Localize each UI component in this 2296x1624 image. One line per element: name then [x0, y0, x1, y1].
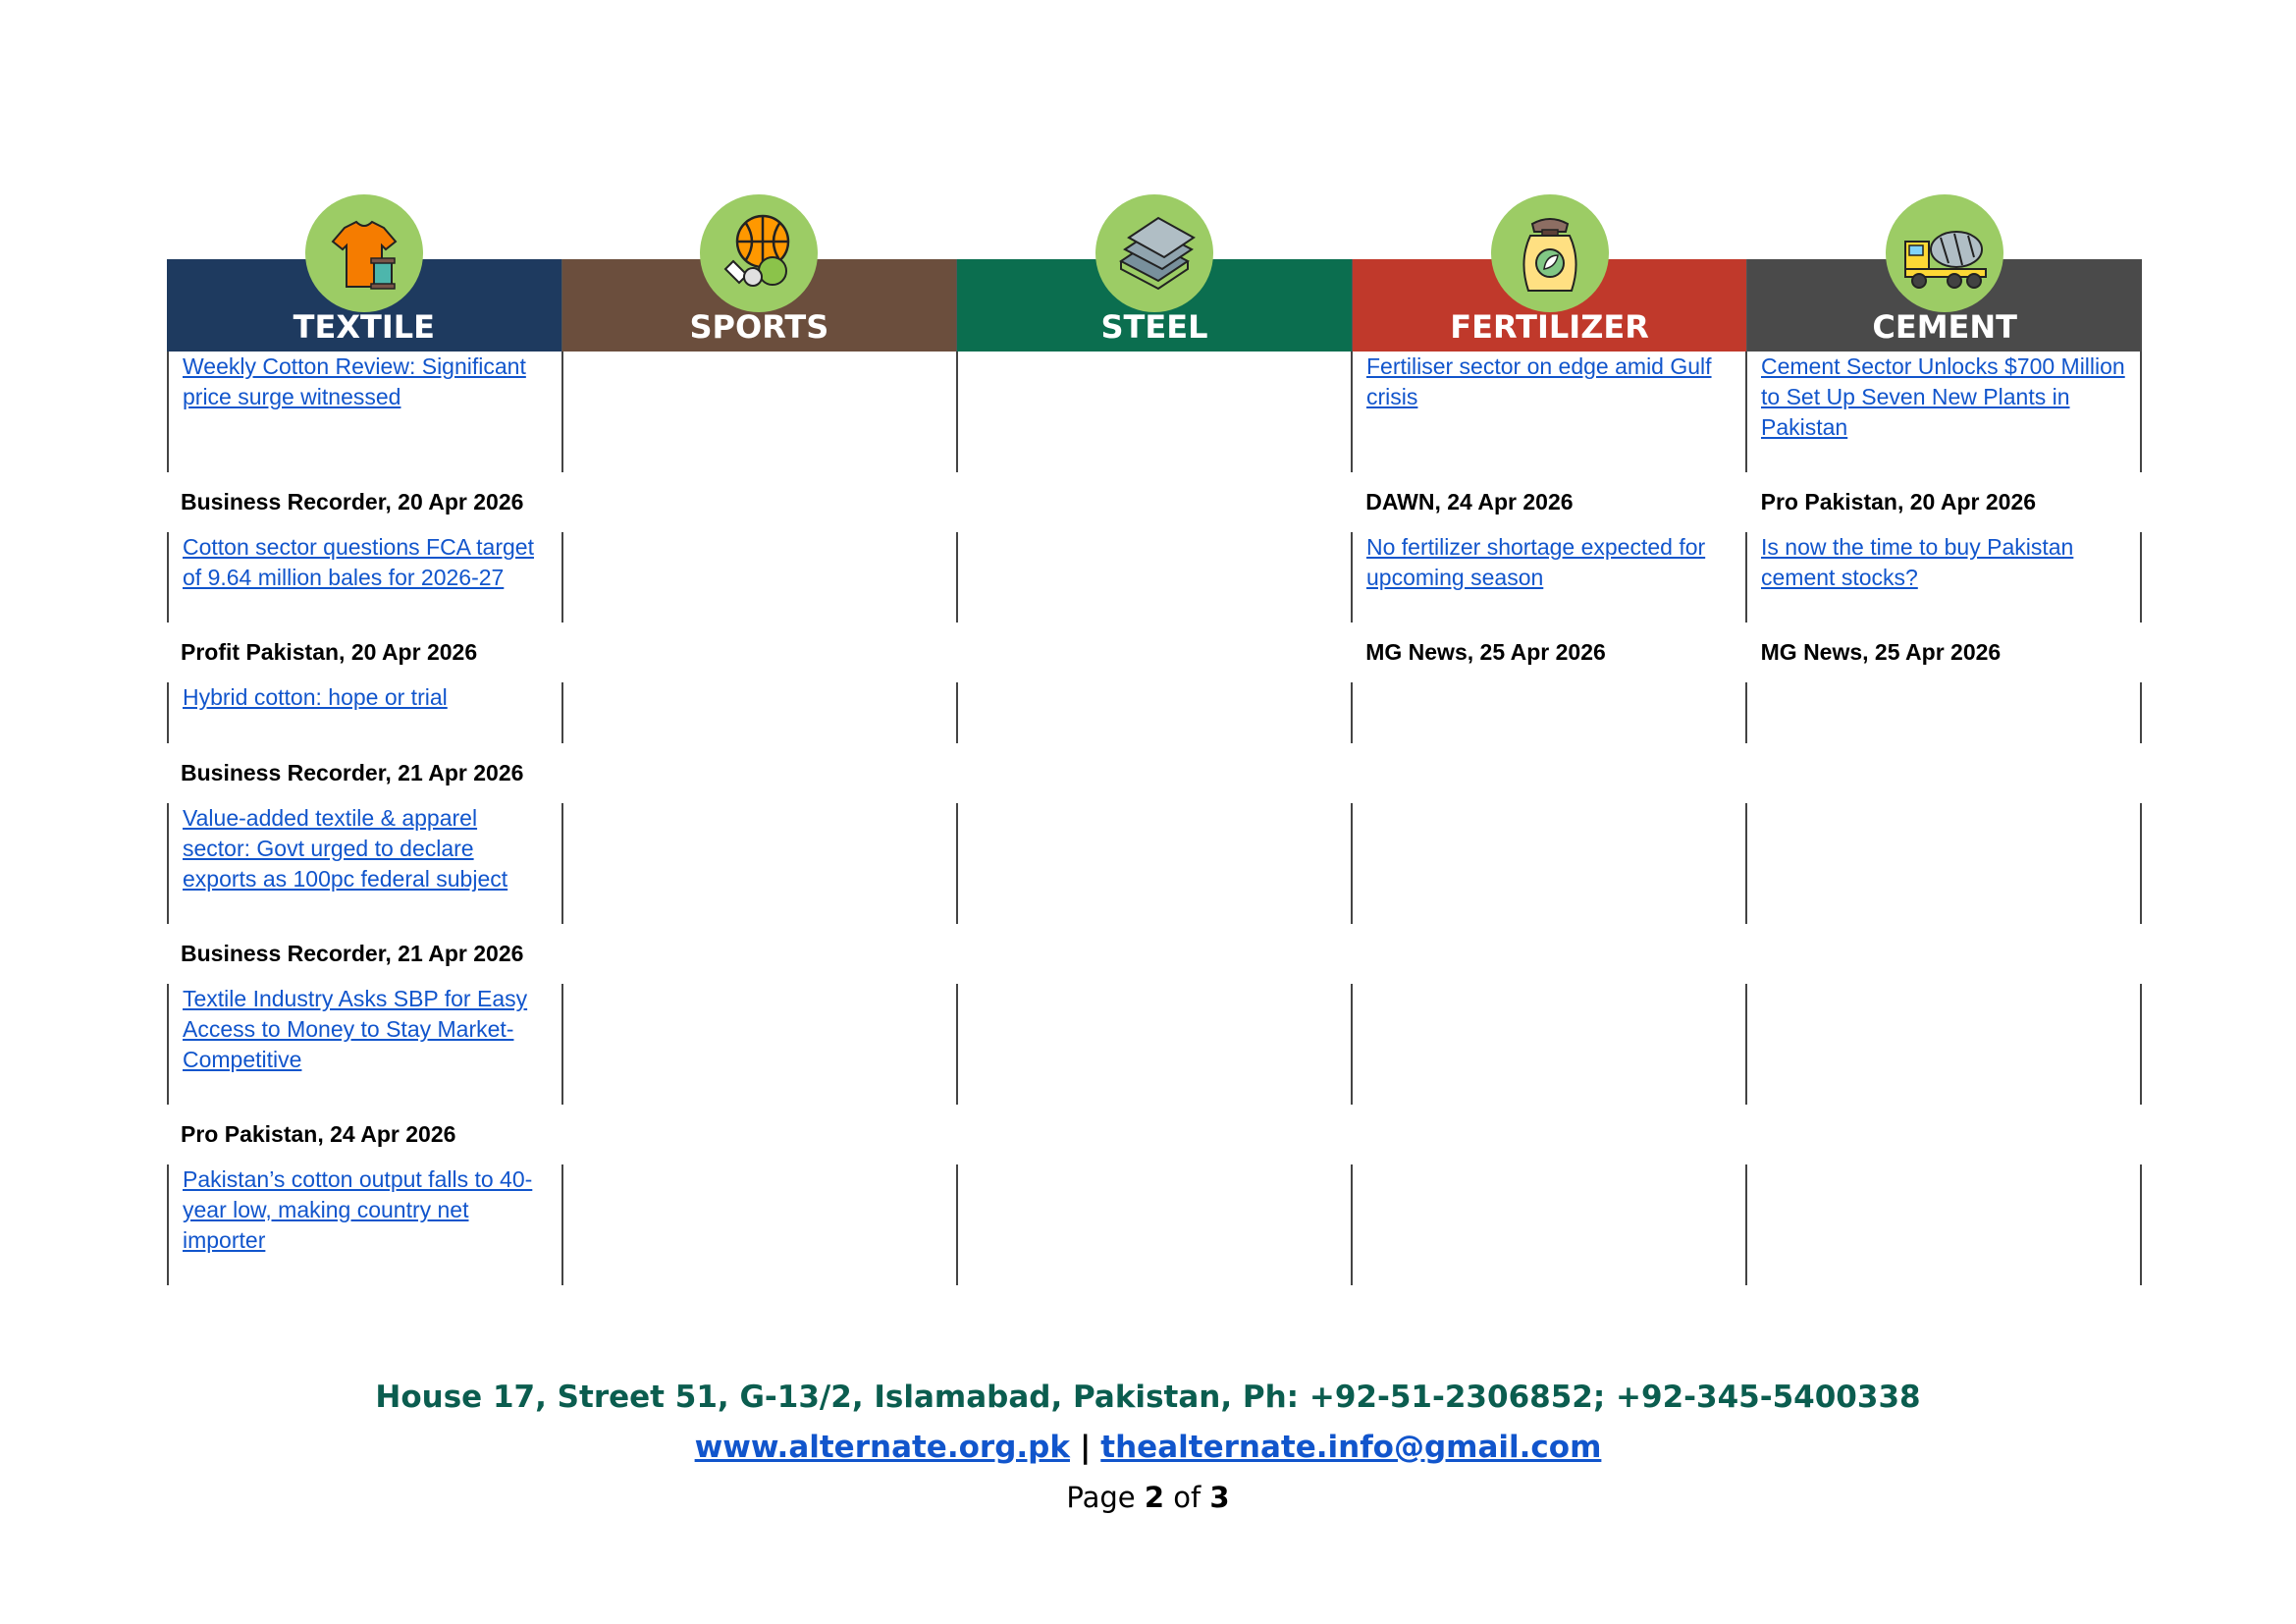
- fertilizer-sack-icon: [1491, 194, 1609, 312]
- sector-news-table: [167, 259, 2142, 1285]
- page-total: 3: [1209, 1481, 1230, 1514]
- tshirt-icon: [305, 194, 423, 312]
- source-label: [1352, 1105, 1746, 1164]
- source-row: [167, 1105, 2142, 1164]
- cement-mixer-truck-icon: [1886, 194, 2003, 312]
- table-row: [167, 984, 2142, 1105]
- table-row: [167, 1164, 2142, 1285]
- cell-textile: [167, 803, 561, 924]
- source-label: Pro Pakistan, 24 Apr 2026: [181, 1121, 456, 1147]
- cell-steel: [956, 682, 1351, 743]
- cell-sports: [561, 352, 956, 472]
- source-label: [1747, 1105, 2142, 1164]
- article-link[interactable]: Cement Sector Unlocks $700 Million to Set Up Seven New Plants in Pakistan: [1761, 353, 2125, 440]
- page-mid: of: [1173, 1481, 1201, 1514]
- source-label: [957, 924, 1352, 984]
- source-row: [167, 743, 2142, 803]
- page-number: [0, 1481, 2296, 1514]
- header-label-steel: STEEL: [1100, 308, 1208, 346]
- cell-cement: [1745, 352, 2142, 472]
- cell-sports: [561, 532, 956, 623]
- cell-textile: [167, 352, 561, 472]
- source-label: [957, 1105, 1352, 1164]
- contact-separator: |: [1079, 1430, 1092, 1465]
- source-label: MG News, 25 Apr 2026: [1365, 639, 1606, 665]
- cell-fertilizer: [1351, 352, 1745, 472]
- article-link[interactable]: No fertilizer shortage expected for upcoming season: [1366, 534, 1706, 590]
- header-label-cement: CEMENT: [1872, 308, 2017, 346]
- source-label: [1747, 924, 2142, 984]
- cell-fertilizer: [1351, 532, 1745, 623]
- article-link[interactable]: Pakistan’s cotton output falls to 40-year low, making country net importer: [183, 1166, 533, 1253]
- cell-sports: [561, 682, 956, 743]
- header-cement: [1747, 259, 2142, 352]
- article-link[interactable]: Hybrid cotton: hope or trial: [183, 684, 448, 710]
- source-row: [167, 472, 2142, 532]
- cell-cement: [1745, 682, 2142, 743]
- source-label: [1352, 924, 1746, 984]
- cell-sports: [561, 803, 956, 924]
- cell-steel: [956, 352, 1351, 472]
- website-link[interactable]: www.alternate.org.pk: [694, 1430, 1070, 1465]
- table-row: [167, 682, 2142, 743]
- source-label: [561, 743, 956, 803]
- source-row: [167, 924, 2142, 984]
- header-label-textile: TEXTILE: [293, 308, 435, 346]
- cell-fertilizer: [1351, 803, 1745, 924]
- article-link[interactable]: Is now the time to buy Pakistan cement stocks?: [1761, 534, 2074, 590]
- table-row: [167, 803, 2142, 924]
- footer-contact: [0, 1430, 2296, 1465]
- cell-textile: [167, 682, 561, 743]
- cell-fertilizer: [1351, 984, 1745, 1105]
- header-fertilizer: [1353, 259, 1748, 352]
- cell-sports: [561, 984, 956, 1105]
- header-sports: [562, 259, 958, 352]
- source-label: Profit Pakistan, 20 Apr 2026: [181, 639, 478, 665]
- article-link[interactable]: Textile Industry Asks SBP for Easy Access to Money to Stay Market-Competitive: [183, 986, 528, 1072]
- source-label: Business Recorder, 20 Apr 2026: [181, 489, 524, 514]
- source-label: MG News, 25 Apr 2026: [1760, 639, 2002, 665]
- article-link[interactable]: Value-added textile & apparel sector: Govt urged to declare exports as 100pc federal subject: [183, 805, 508, 892]
- cell-steel: [956, 1164, 1351, 1285]
- source-label: Business Recorder, 21 Apr 2026: [181, 760, 524, 785]
- table-row: [167, 532, 2142, 623]
- table-row: [167, 352, 2142, 472]
- source-label: [1352, 743, 1746, 803]
- source-label: Pro Pakistan, 20 Apr 2026: [1760, 489, 2037, 514]
- sports-balls-icon: [700, 194, 818, 312]
- source-label: [957, 743, 1352, 803]
- page-prefix: Page: [1066, 1481, 1136, 1514]
- cell-steel: [956, 532, 1351, 623]
- cell-cement: [1745, 984, 2142, 1105]
- cell-sports: [561, 1164, 956, 1285]
- source-label: [957, 472, 1352, 532]
- header-label-fertilizer: FERTILIZER: [1450, 308, 1649, 346]
- header-label-sports: SPORTS: [689, 308, 829, 346]
- source-label: Business Recorder, 21 Apr 2026: [181, 941, 524, 966]
- article-link[interactable]: Cotton sector questions FCA target of 9.64 million bales for 2026-27: [183, 534, 534, 590]
- article-link[interactable]: Fertiliser sector on edge amid Gulf crisis: [1366, 353, 1712, 409]
- source-label: [561, 472, 956, 532]
- cell-cement: [1745, 532, 2142, 623]
- source-row: [167, 623, 2142, 682]
- steel-beams-icon: [1095, 194, 1213, 312]
- cell-fertilizer: [1351, 1164, 1745, 1285]
- header-steel: [957, 259, 1353, 352]
- cell-fertilizer: [1351, 682, 1745, 743]
- source-label: DAWN, 24 Apr 2026: [1365, 489, 1574, 514]
- source-label: [957, 623, 1352, 682]
- footer-address: House 17, Street 51, G-13/2, Islamabad, Pakistan, Ph: +92-51-2306852; +92-345-5400338: [375, 1380, 1921, 1415]
- cell-textile: [167, 532, 561, 623]
- source-label: [561, 623, 956, 682]
- cell-steel: [956, 984, 1351, 1105]
- header-textile: [167, 259, 562, 352]
- source-label: [561, 1105, 956, 1164]
- source-label: [561, 924, 956, 984]
- page-current: 2: [1144, 1481, 1165, 1514]
- cell-textile: [167, 1164, 561, 1285]
- cell-cement: [1745, 1164, 2142, 1285]
- article-link[interactable]: Weekly Cotton Review: Significant price surge witnessed: [183, 353, 526, 409]
- table-header-row: [167, 259, 2142, 352]
- source-label: [1747, 743, 2142, 803]
- cell-textile: [167, 984, 561, 1105]
- cell-steel: [956, 803, 1351, 924]
- cell-cement: [1745, 803, 2142, 924]
- email-link[interactable]: thealternate.info@gmail.com: [1100, 1430, 1602, 1465]
